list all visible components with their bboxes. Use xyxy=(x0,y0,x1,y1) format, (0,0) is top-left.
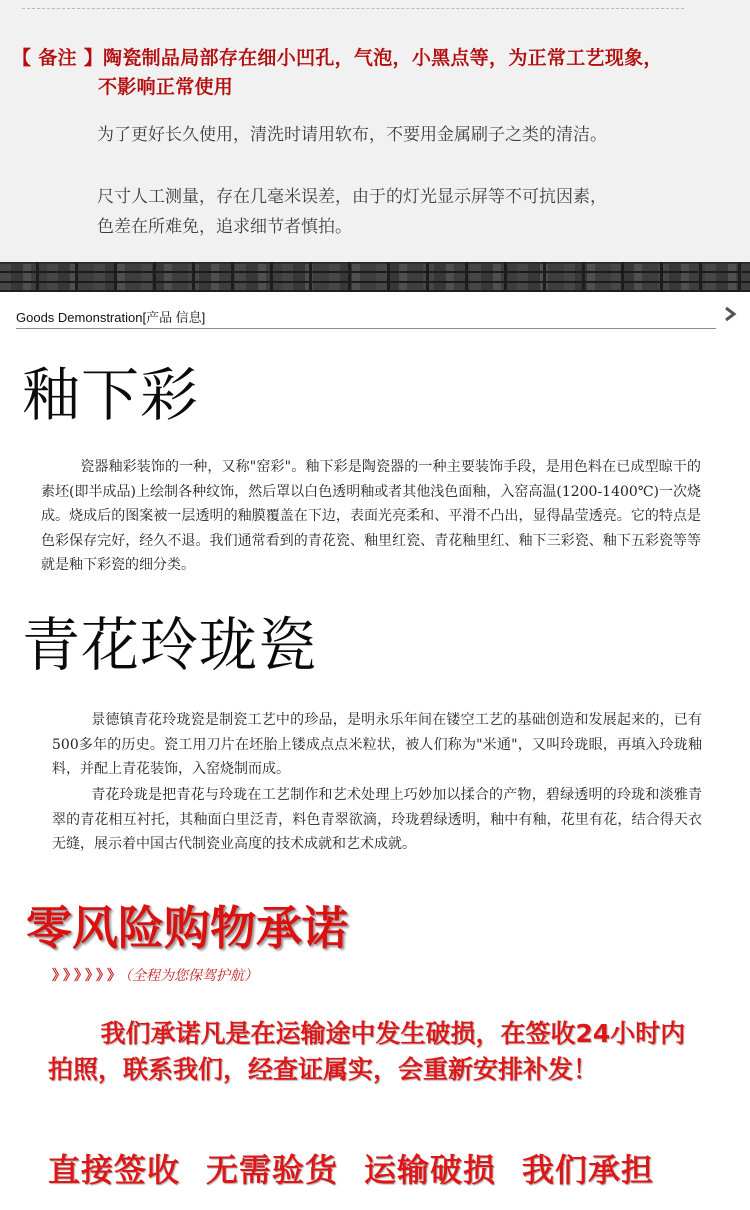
dashed-divider xyxy=(22,8,684,9)
linglong-paragraph-1: 景德镇青花玲珑瓷是制瓷工艺中的珍品，是明永乐年间在镂空工艺的基础创造和发展起来的，已有500多年的历史。瓷工用刀片在坯胎上镂成点点米粒状，被人们称为"米通"，又叫玲珑眼，再填入玲珑釉料，并配上青花装饰，入窑烧制而成。 xyxy=(52,712,702,777)
underglaze-heading: 釉下彩 xyxy=(22,361,200,429)
stone-wall-banner xyxy=(0,262,750,292)
remark-line-2: 不影响正常使用 xyxy=(98,76,234,98)
slogan-sign-directly: 直接签收 xyxy=(48,1151,181,1189)
size-disclaimer-line-2: 色差在所难免，追求细节者慎拍。 xyxy=(97,217,352,237)
promise-slogan xyxy=(48,1148,654,1192)
goods-demonstration-header xyxy=(16,307,716,329)
slogan-no-inspection: 无需验货 xyxy=(206,1151,339,1189)
zero-risk-promise-title: 零风险购物承诺 xyxy=(26,901,348,955)
double-chevron-icons: 》》》》》》 xyxy=(52,968,125,984)
escort-line xyxy=(52,966,258,986)
goods-demonstration-title: Goods Demonstration[产品 信息] xyxy=(16,310,206,325)
slogan-transport-damage: 运输破损 xyxy=(364,1151,497,1189)
care-instructions: 为了更好长久使用，清洗时请用软布，不要用金属刷子之类的清洁。 xyxy=(97,125,607,145)
remark-notice xyxy=(12,44,742,102)
linglong-paragraph-2: 青花玲珑是把青花与玲珑在工艺制作和艺术处理上巧妙加以揉合的产物，碧绿透明的玲珑和淡雅青翠的青花相互衬托，其釉面白里泛青，料色青翠欲滴，玲珑碧绿透明，釉中有釉，花里有花，结合得天衣无缝，展示着中国古代制瓷业高度的技术成就和艺术成就。 xyxy=(52,787,702,852)
chevron-right-icon xyxy=(723,306,737,322)
slogan-we-cover: 我们承担 xyxy=(522,1151,655,1189)
notice-panel xyxy=(0,0,750,262)
linglong-heading: 青花玲珑瓷 xyxy=(22,611,318,679)
promise-body: 我们承诺凡是在运输途中发生破损，在签收24小时内拍照，联系我们，经查证属实，会重新安排补发！ xyxy=(48,1019,686,1084)
escort-text: （全程为您保驾护航） xyxy=(125,968,258,984)
remark-line-1: 【 备注 】陶瓷制品局部存在细小凹孔，气泡，小黑点等，为正常工艺现象， xyxy=(12,47,663,69)
underglaze-paragraph: 瓷器釉彩装饰的一种，又称"窑彩"。釉下彩是陶瓷器的一种主要装饰手段，是用色料在已成型晾干的素坯(即半成品)上绘制各种纹饰，然后罩以白色透明釉或者其他浅色面釉，入窑高温(1200-1400℃)一次烧成。烧成后的图案被一层透明的釉膜覆盖在下边，表面光亮柔和、平滑不凸出，显得晶莹透亮。它的特点是色彩保存完好，经久不退。我们通常看到的青花瓷、釉里红瓷、青花釉里红、釉下三彩瓷、釉下五彩瓷等等就是釉下彩瓷的细分类。 xyxy=(41,459,701,573)
size-disclaimer-line-1: 尺寸人工测量，存在几毫米误差，由于的灯光显示屏等不可抗因素， xyxy=(97,187,607,207)
size-disclaimer xyxy=(97,182,737,242)
